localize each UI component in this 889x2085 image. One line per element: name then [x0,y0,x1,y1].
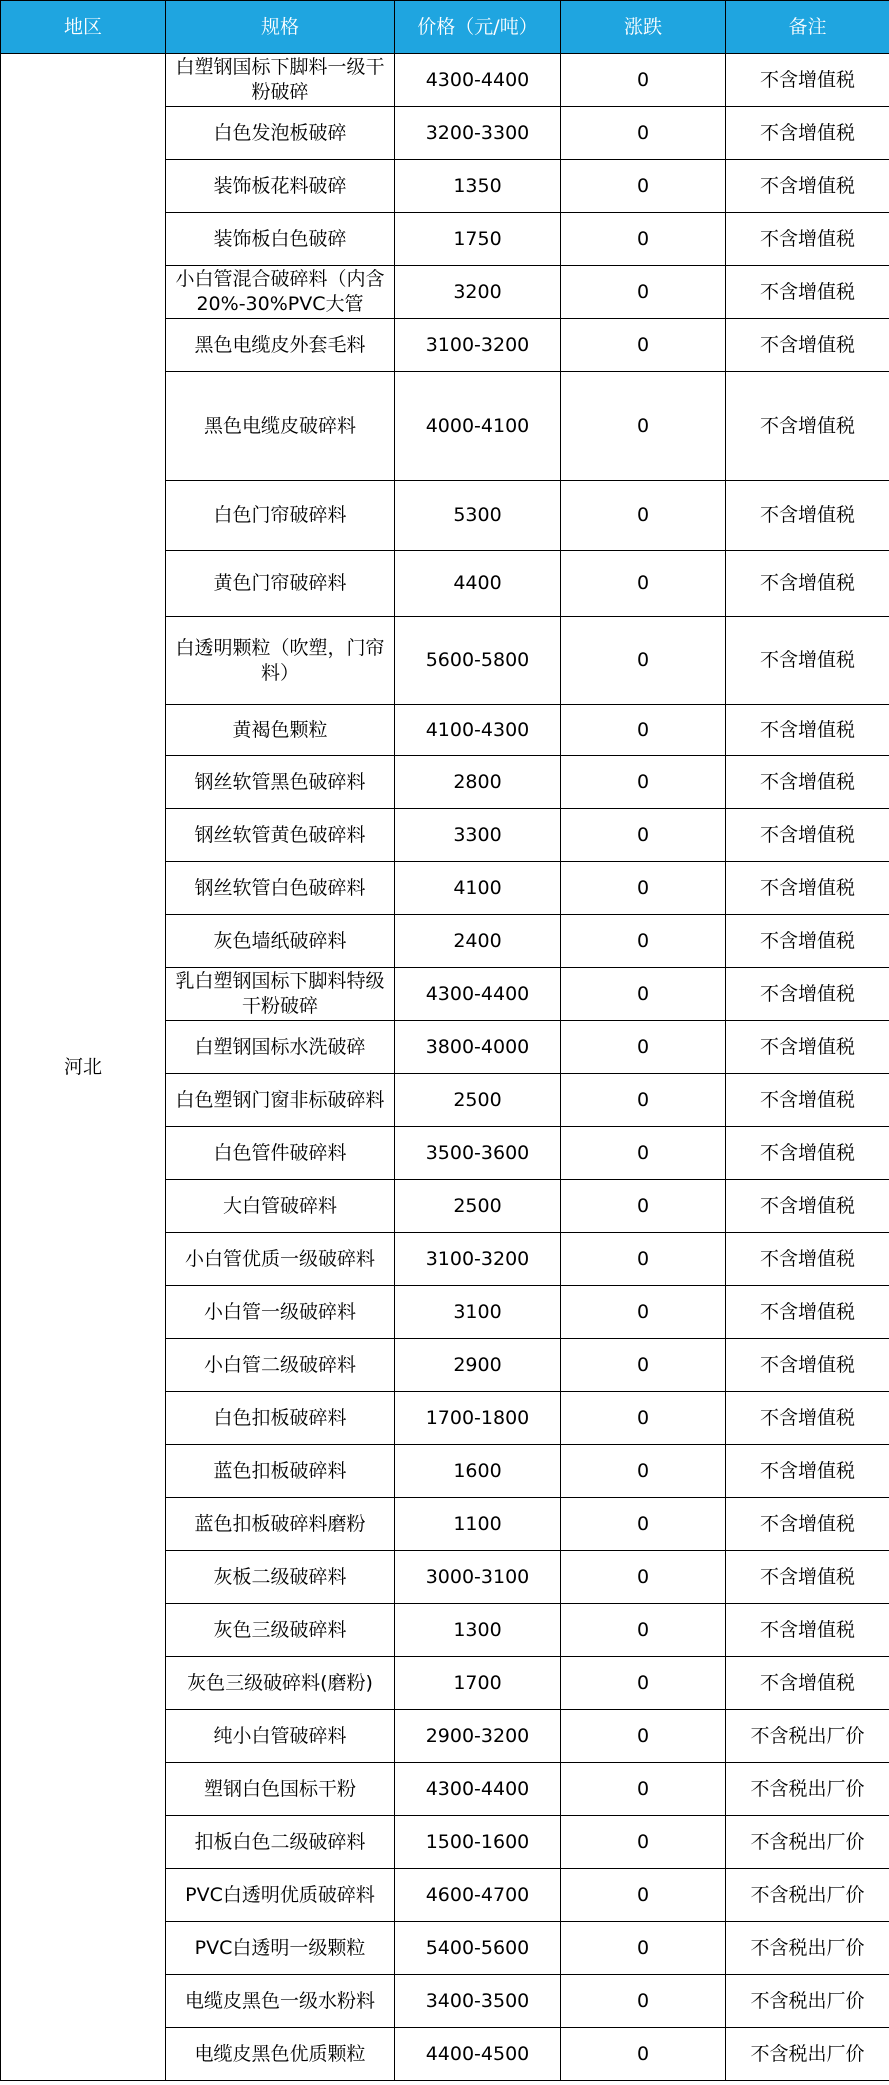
price-cell: 4600-4700 [395,1869,561,1922]
change-cell: 0 [561,372,726,481]
change-cell: 0 [561,809,726,862]
price-cell: 3100-3200 [395,319,561,372]
change-cell: 0 [561,551,726,617]
spec-cell: 小白管混合破碎料（内含20%-30%PVC大管 [166,266,395,319]
spec-cell: 黄色门帘破碎料 [166,551,395,617]
note-cell: 不含增值税 [726,160,889,213]
change-cell: 0 [561,705,726,756]
note-cell: 不含增值税 [726,107,889,160]
spec-cell: 电缆皮黑色优质颗粒 [166,2028,395,2081]
change-cell: 0 [561,160,726,213]
note-cell: 不含增值税 [726,1445,889,1498]
change-cell: 0 [561,1180,726,1233]
price-cell: 4400 [395,551,561,617]
change-cell: 0 [561,107,726,160]
spec-cell: 灰色三级破碎料 [166,1604,395,1657]
spec-cell: 白色塑钢门窗非标破碎料 [166,1074,395,1127]
header-price: 价格（元/吨） [395,1,561,54]
price-cell: 3100 [395,1286,561,1339]
price-cell: 5300 [395,481,561,551]
spec-cell: 白塑钢国标下脚料一级干粉破碎 [166,54,395,107]
spec-cell: 灰色三级破碎料(磨粉) [166,1657,395,1710]
spec-cell: 黄褐色颗粒 [166,705,395,756]
price-cell: 1700-1800 [395,1392,561,1445]
region-cell: 河北 [1,54,166,2081]
price-cell: 1300 [395,1604,561,1657]
spec-cell: 电缆皮黑色一级水粉料 [166,1975,395,2028]
price-cell: 2900 [395,1339,561,1392]
change-cell: 0 [561,1657,726,1710]
price-cell: 1100 [395,1498,561,1551]
price-cell: 3500-3600 [395,1127,561,1180]
spec-cell: 塑钢白色国标干粉 [166,1763,395,1816]
change-cell: 0 [561,1922,726,1975]
change-cell: 0 [561,481,726,551]
price-cell: 3000-3100 [395,1551,561,1604]
spec-cell: 白色发泡板破碎 [166,107,395,160]
note-cell: 不含增值税 [726,1074,889,1127]
price-cell: 2500 [395,1074,561,1127]
price-cell: 4100 [395,862,561,915]
spec-cell: 扣板白色二级破碎料 [166,1816,395,1869]
spec-cell: 蓝色扣板破碎料 [166,1445,395,1498]
note-cell: 不含增值税 [726,705,889,756]
spec-cell: 灰色墙纸破碎料 [166,915,395,968]
table-row [1,54,889,107]
change-cell: 0 [561,1286,726,1339]
change-cell: 0 [561,1074,726,1127]
change-cell: 0 [561,1604,726,1657]
price-cell: 3200-3300 [395,107,561,160]
change-cell: 0 [561,1498,726,1551]
spec-cell: 小白管二级破碎料 [166,1339,395,1392]
spec-cell: 蓝色扣板破碎料磨粉 [166,1498,395,1551]
change-cell: 0 [561,1816,726,1869]
note-cell: 不含增值税 [726,372,889,481]
header-spec: 规格 [166,1,395,54]
price-cell: 3800-4000 [395,1021,561,1074]
header-region: 地区 [1,1,166,54]
header-note: 备注 [726,1,889,54]
note-cell: 不含增值税 [726,1286,889,1339]
spec-cell: 白透明颗粒（吹塑，门帘料） [166,617,395,705]
note-cell: 不含增值税 [726,1498,889,1551]
spec-cell: PVC白透明一级颗粒 [166,1922,395,1975]
note-cell: 不含增值税 [726,266,889,319]
spec-cell: 乳白塑钢国标下脚料特级干粉破碎 [166,968,395,1021]
change-cell: 0 [561,213,726,266]
price-cell: 4300-4400 [395,54,561,107]
price-cell: 1600 [395,1445,561,1498]
change-cell: 0 [561,1127,726,1180]
price-cell: 4100-4300 [395,705,561,756]
note-cell: 不含增值税 [726,1604,889,1657]
spec-cell: 小白管一级破碎料 [166,1286,395,1339]
change-cell: 0 [561,617,726,705]
change-cell: 0 [561,1869,726,1922]
change-cell: 0 [561,862,726,915]
change-cell: 0 [561,2028,726,2081]
note-cell: 不含税出厂价 [726,1975,889,2028]
spec-cell: 白色管件破碎料 [166,1127,395,1180]
note-cell: 不含增值税 [726,1233,889,1286]
header-change: 涨跌 [561,1,726,54]
note-cell: 不含增值税 [726,54,889,107]
note-cell: 不含增值税 [726,213,889,266]
note-cell: 不含增值税 [726,809,889,862]
price-cell: 3100-3200 [395,1233,561,1286]
note-cell: 不含增值税 [726,1657,889,1710]
price-cell: 4400-4500 [395,2028,561,2081]
spec-cell: 钢丝软管白色破碎料 [166,862,395,915]
note-cell: 不含税出厂价 [726,1869,889,1922]
spec-cell: 黑色电缆皮外套毛料 [166,319,395,372]
note-cell: 不含增值税 [726,1021,889,1074]
change-cell: 0 [561,1975,726,2028]
spec-cell: 装饰板花料破碎 [166,160,395,213]
note-cell: 不含增值税 [726,1127,889,1180]
note-cell: 不含增值税 [726,617,889,705]
note-cell: 不含增值税 [726,968,889,1021]
note-cell: 不含增值税 [726,481,889,551]
price-cell: 5600-5800 [395,617,561,705]
spec-cell: 灰板二级破碎料 [166,1551,395,1604]
note-cell: 不含增值税 [726,862,889,915]
note-cell: 不含增值税 [726,1392,889,1445]
price-cell: 5400-5600 [395,1922,561,1975]
spec-cell: 白色门帘破碎料 [166,481,395,551]
price-cell: 2900-3200 [395,1710,561,1763]
change-cell: 0 [561,1551,726,1604]
note-cell: 不含增值税 [726,1551,889,1604]
change-cell: 0 [561,756,726,809]
note-cell: 不含增值税 [726,1180,889,1233]
note-cell: 不含税出厂价 [726,1710,889,1763]
change-cell: 0 [561,968,726,1021]
change-cell: 0 [561,1233,726,1286]
change-cell: 0 [561,319,726,372]
price-cell: 4000-4100 [395,372,561,481]
change-cell: 0 [561,1392,726,1445]
price-cell: 3300 [395,809,561,862]
change-cell: 0 [561,1710,726,1763]
change-cell: 0 [561,1021,726,1074]
note-cell: 不含税出厂价 [726,1816,889,1869]
header-row [1,1,889,54]
spec-cell: 钢丝软管黑色破碎料 [166,756,395,809]
note-cell: 不含增值税 [726,551,889,617]
change-cell: 0 [561,915,726,968]
note-cell: 不含税出厂价 [726,1763,889,1816]
note-cell: 不含税出厂价 [726,1922,889,1975]
spec-cell: 纯小白管破碎料 [166,1710,395,1763]
spec-cell: 黑色电缆皮破碎料 [166,372,395,481]
price-cell: 2800 [395,756,561,809]
spec-cell: 装饰板白色破碎 [166,213,395,266]
price-cell: 2500 [395,1180,561,1233]
price-cell: 2400 [395,915,561,968]
price-cell: 1750 [395,213,561,266]
price-cell: 3400-3500 [395,1975,561,2028]
spec-cell: 小白管优质一级破碎料 [166,1233,395,1286]
price-cell: 1700 [395,1657,561,1710]
change-cell: 0 [561,1763,726,1816]
change-cell: 0 [561,1339,726,1392]
change-cell: 0 [561,266,726,319]
note-cell: 不含税出厂价 [726,2028,889,2081]
spec-cell: 钢丝软管黄色破碎料 [166,809,395,862]
price-cell: 4300-4400 [395,1763,561,1816]
price-cell: 1500-1600 [395,1816,561,1869]
spec-cell: 白塑钢国标水洗破碎 [166,1021,395,1074]
change-cell: 0 [561,1445,726,1498]
note-cell: 不含增值税 [726,319,889,372]
spec-cell: 白色扣板破碎料 [166,1392,395,1445]
note-cell: 不含增值税 [726,915,889,968]
note-cell: 不含增值税 [726,756,889,809]
spec-cell: PVC白透明优质破碎料 [166,1869,395,1922]
price-cell: 1350 [395,160,561,213]
change-cell: 0 [561,54,726,107]
price-cell: 4300-4400 [395,968,561,1021]
note-cell: 不含增值税 [726,1339,889,1392]
spec-cell: 大白管破碎料 [166,1180,395,1233]
price-cell: 3200 [395,266,561,319]
